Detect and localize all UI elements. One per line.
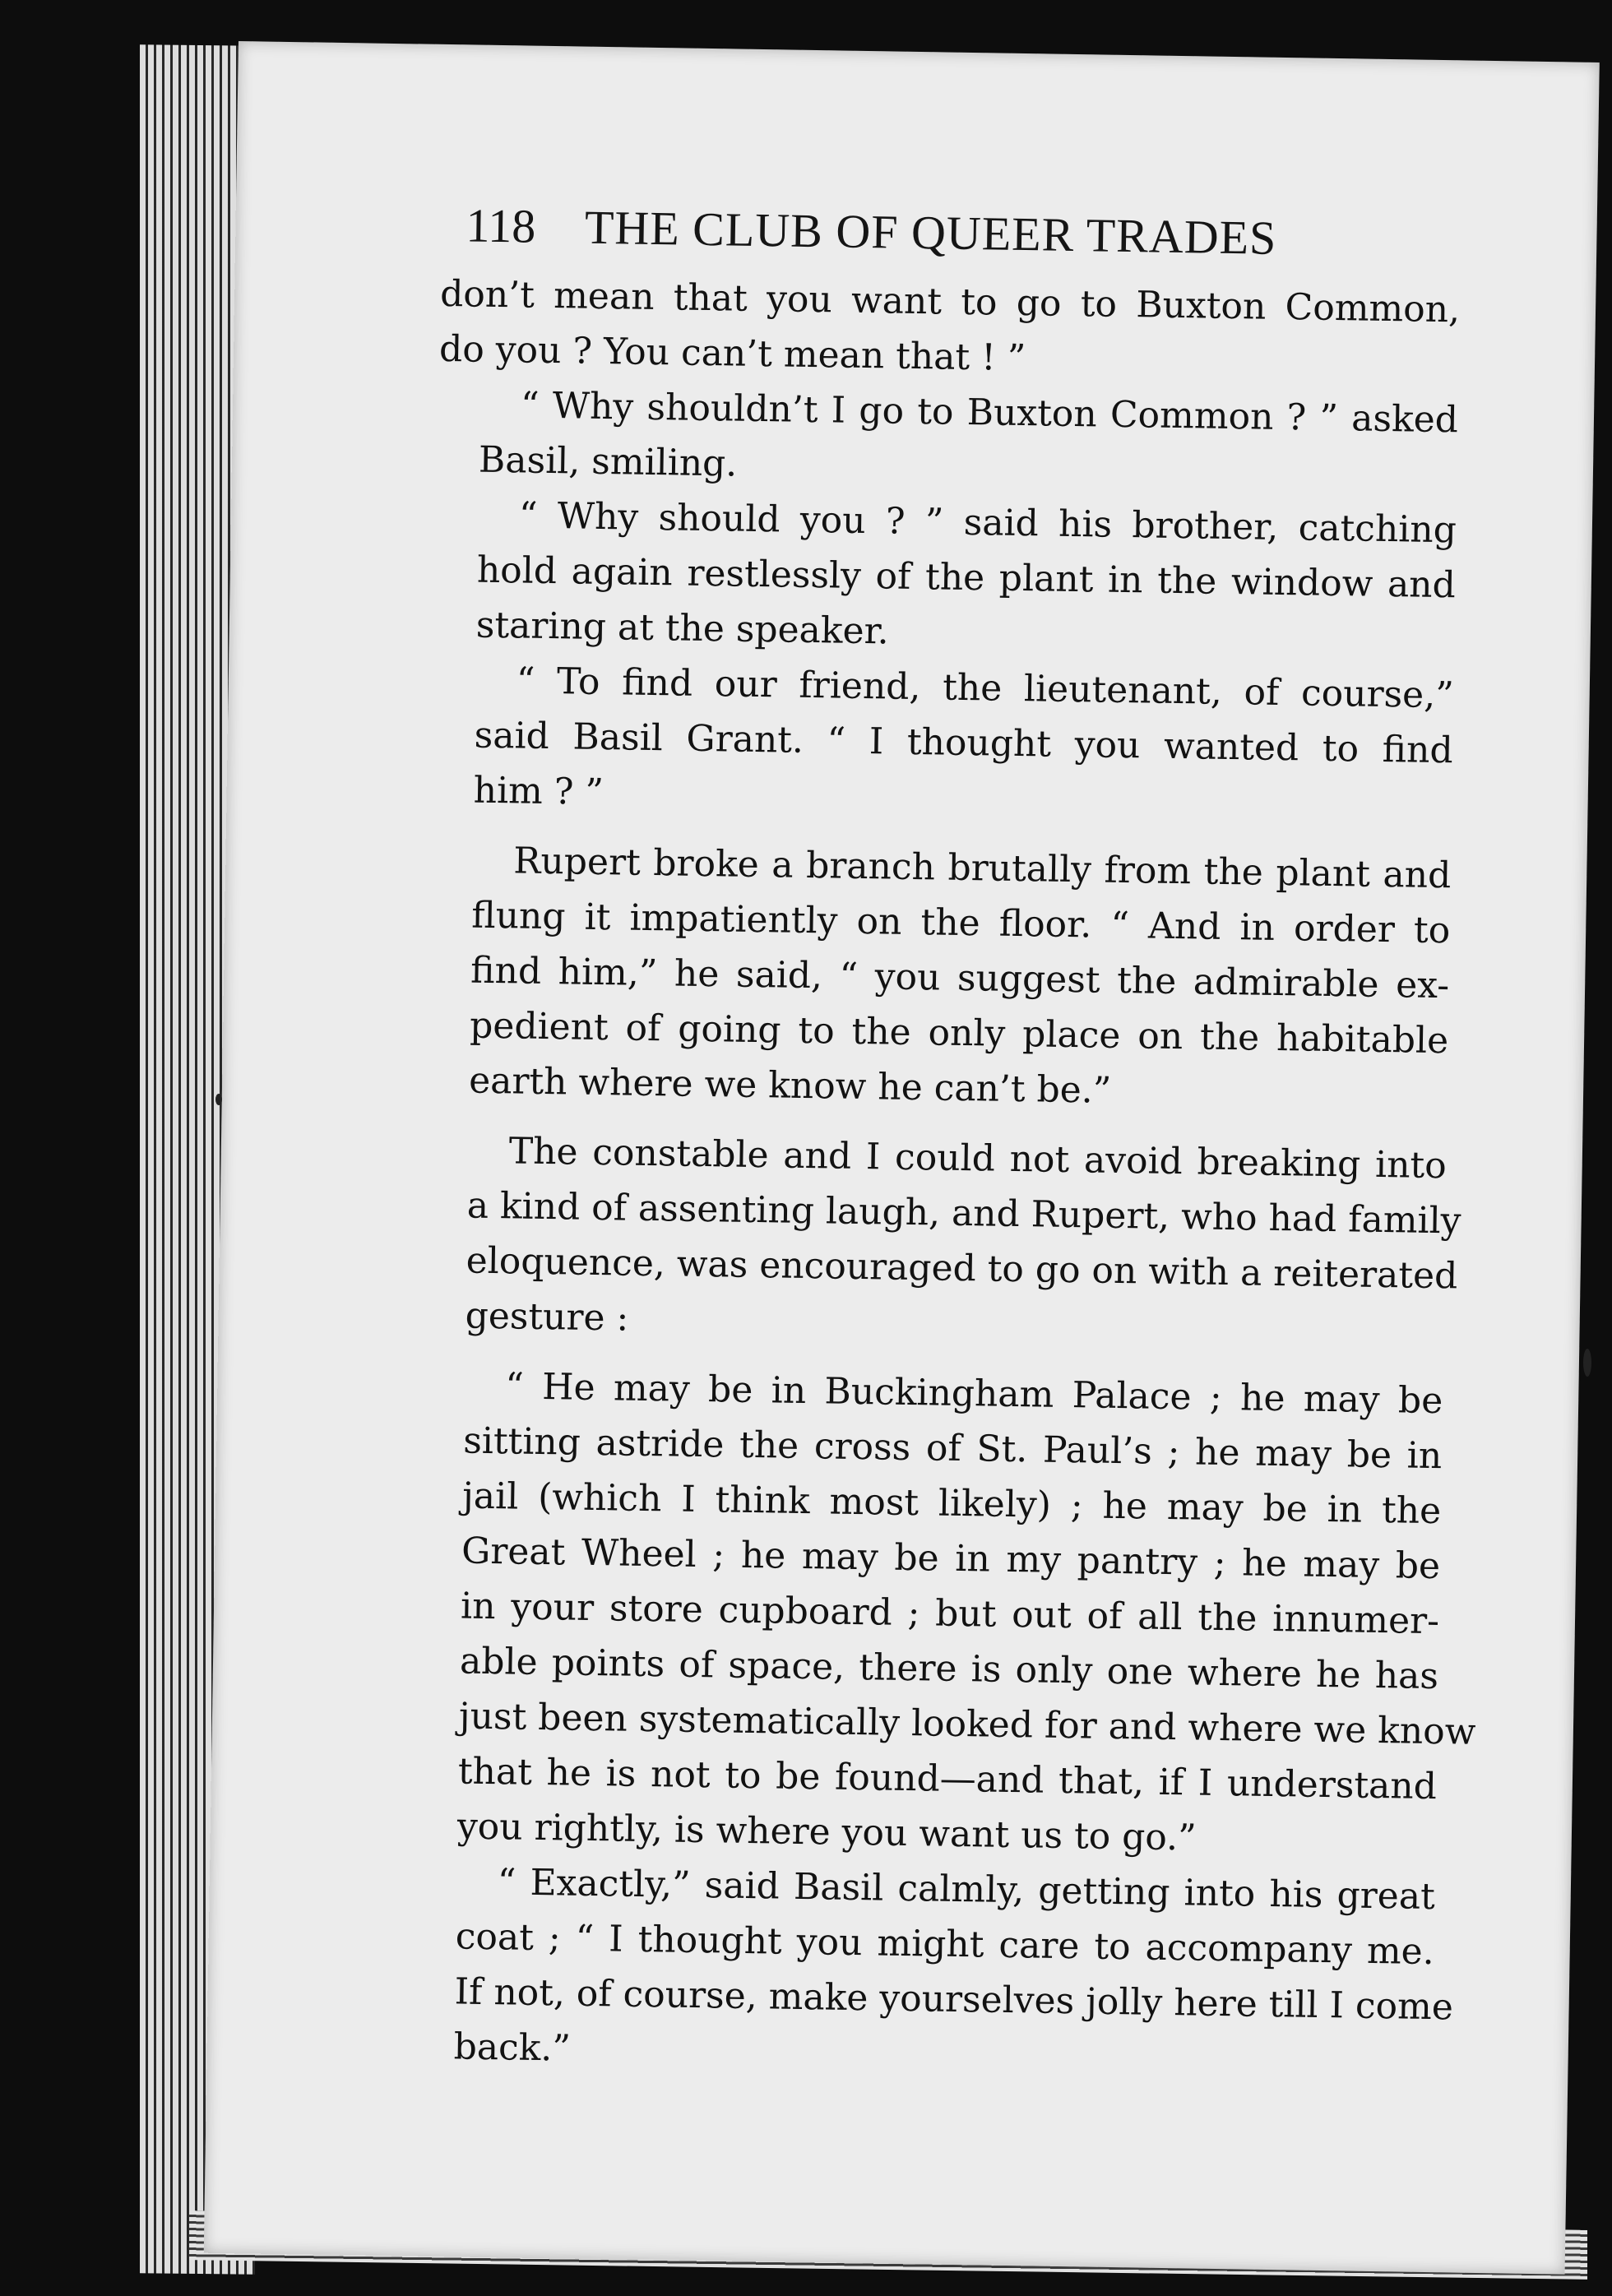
paragraph <box>428 832 1452 1123</box>
text-line: him ? ” <box>473 769 604 814</box>
text-line: a kind of assenting laugh, and Rupert, who had family <box>466 1184 1461 1243</box>
text-line: staring at the speaker. <box>475 604 890 653</box>
text-line: jail (which I think most likely) ; he may be in the <box>461 1474 1442 1533</box>
text-line: “ Why should you ? ” said his brother, catching <box>518 494 1457 552</box>
page-body <box>412 266 1476 2090</box>
text-line: able points of space, there is only one where he has <box>459 1640 1439 1698</box>
text-line: pedient of going to the only place on the habitable <box>469 1004 1449 1062</box>
paragraph <box>424 1123 1461 1359</box>
text-line: eloquence, was encouraged to go on with a reiterated <box>466 1239 1458 1298</box>
page-number: 118 <box>466 198 536 253</box>
text-line: earth where we know he can’t be.” <box>468 1059 1112 1112</box>
text-line: Great Wheel ; he may be in my pantry ; he may be <box>461 1530 1441 1588</box>
paragraph <box>438 377 1459 502</box>
page-header <box>466 197 1612 271</box>
text-line: just been systematically looked for and where we know <box>458 1695 1476 1753</box>
text-line: “ He may be in Buckingham Palace ; he may be <box>504 1365 1443 1423</box>
text-line: “ To find our friend, the lieutenant, of course,” <box>516 660 1455 717</box>
text-line: hold again restlessly of the plant in the window and <box>476 549 1457 607</box>
text-line: back.” <box>453 2025 572 2070</box>
paragraph <box>412 1854 1454 2090</box>
text-line: “ Why shouldn’t I go to Buxton Common ? ” asked <box>520 384 1459 442</box>
text-line: Basil, smiling. <box>478 438 738 485</box>
paragraph <box>439 266 1461 392</box>
paragraph <box>415 1358 1476 1869</box>
text-line: in your store cupboard ; but out of all the innumer- <box>460 1585 1440 1643</box>
running-title: THE CLUB OF QUEER TRADES <box>584 200 1277 265</box>
text-line: coat ; “ I thought you might care to accompany me. <box>455 1915 1435 1974</box>
book-page <box>204 41 1600 2275</box>
text-line: said Basil Grant. “ I thought you wanted to find <box>474 714 1454 772</box>
text-line: gesture : <box>465 1294 629 1340</box>
text-line: find him,” he said, “ you suggest the admirable ex- <box>470 949 1450 1007</box>
text-line: If not, of course, make yourselves jolly here till I come <box>454 1970 1454 2029</box>
text-line: flung it impatiently on the floor. “ And in order to <box>470 894 1451 952</box>
paragraph <box>434 487 1457 668</box>
scan-mark <box>1583 1349 1591 1377</box>
text-line: sitting astride the cross of St. Paul’s ; he may be in <box>462 1419 1443 1478</box>
text-line: Rupert broke a branch brutally from the plant and <box>512 840 1452 897</box>
text-line: do you ? You can’t mean that ! ” <box>438 327 1026 380</box>
text-line: “ Exactly,” said Basil calmly, getting into his great <box>497 1861 1436 1919</box>
text-line: don’t mean that you want to go to Buxton Common, <box>439 272 1461 331</box>
text-line: The constable and I could not avoid breaking into <box>508 1130 1448 1187</box>
paragraph <box>432 652 1454 833</box>
text-line: that he is not to be found—and that, if I understand <box>457 1750 1438 1808</box>
scan-mark <box>215 1094 222 1105</box>
text-line: you rightly, is where you want us to go.” <box>456 1805 1197 1859</box>
